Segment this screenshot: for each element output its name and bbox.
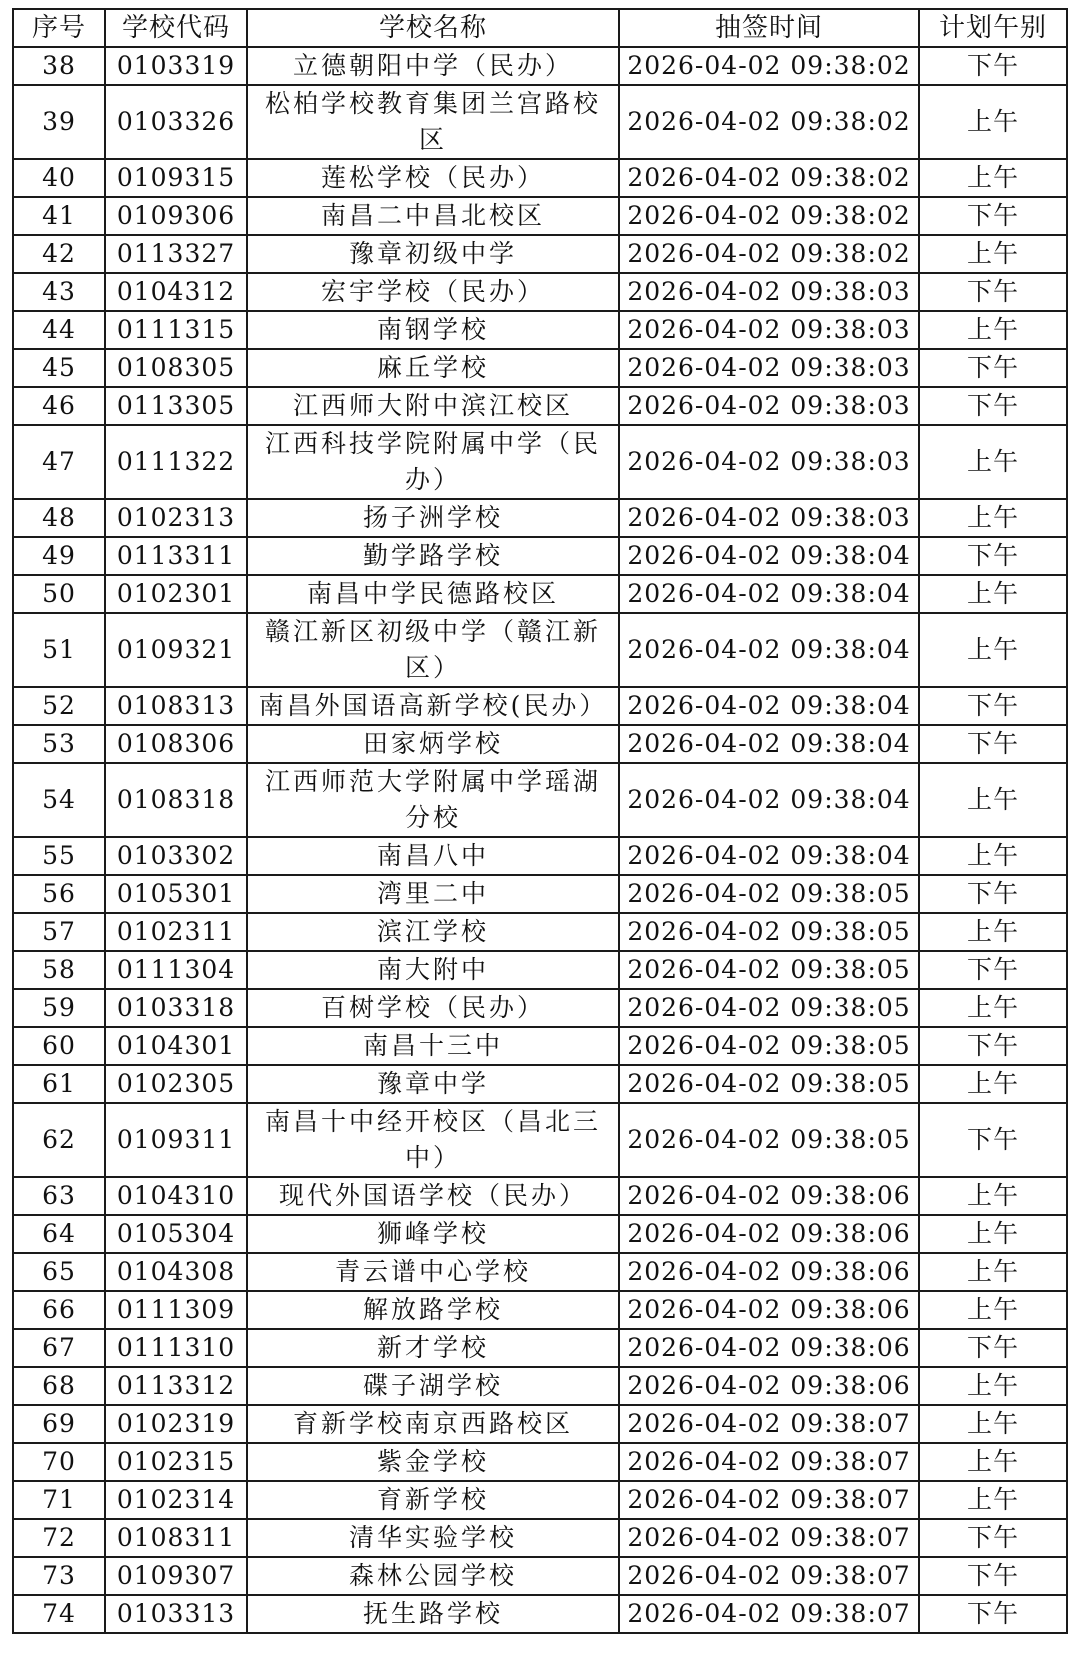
cell-school-name: 江西师范大学附属中学瑶湖分校 (247, 763, 619, 837)
table-row (13, 951, 1067, 989)
cell-session: 上午 (919, 1367, 1067, 1405)
cell-school-code: 0113312 (105, 1367, 247, 1405)
cell-draw-time: 2026-04-02 09:38:06 (619, 1367, 919, 1405)
cell-session: 下午 (919, 1557, 1067, 1595)
cell-school-code: 0111322 (105, 425, 247, 499)
table-row (13, 1519, 1067, 1557)
cell-school-code: 0103318 (105, 989, 247, 1027)
cell-session: 上午 (919, 763, 1067, 837)
cell-session: 下午 (919, 951, 1067, 989)
cell-school-name: 赣江新区初级中学（赣江新区） (247, 613, 619, 687)
table-row (13, 989, 1067, 1027)
cell-session: 下午 (919, 537, 1067, 575)
cell-school-code: 0108311 (105, 1519, 247, 1557)
cell-draw-time: 2026-04-02 09:38:06 (619, 1177, 919, 1215)
table-row (13, 1595, 1067, 1633)
cell-session: 上午 (919, 235, 1067, 273)
cell-session: 下午 (919, 1329, 1067, 1367)
cell-school-code: 0109321 (105, 613, 247, 687)
cell-school-name: 南昌中学民德路校区 (247, 575, 619, 613)
cell-school-name: 清华实验学校 (247, 1519, 619, 1557)
cell-draw-time: 2026-04-02 09:38:02 (619, 85, 919, 159)
cell-session: 上午 (919, 1177, 1067, 1215)
table-header-row (13, 9, 1067, 47)
cell-school-name: 青云谱中心学校 (247, 1253, 619, 1291)
table-row (13, 913, 1067, 951)
cell-draw-time: 2026-04-02 09:38:03 (619, 311, 919, 349)
table-row (13, 425, 1067, 499)
cell-school-code: 0113327 (105, 235, 247, 273)
header-code: 学校代码 (105, 9, 247, 47)
cell-seq: 50 (13, 575, 105, 613)
cell-session: 下午 (919, 725, 1067, 763)
cell-school-name: 森林公园学校 (247, 1557, 619, 1595)
cell-school-name: 南昌十中经开校区（昌北三中） (247, 1103, 619, 1177)
school-draw-table (12, 8, 1068, 1634)
cell-school-code: 0105301 (105, 875, 247, 913)
cell-school-name: 立德朝阳中学（民办） (247, 47, 619, 85)
cell-seq: 55 (13, 837, 105, 875)
cell-school-name: 南钢学校 (247, 311, 619, 349)
cell-school-code: 0111315 (105, 311, 247, 349)
table-row (13, 725, 1067, 763)
cell-school-name: 解放路学校 (247, 1291, 619, 1329)
cell-session: 上午 (919, 613, 1067, 687)
cell-seq: 56 (13, 875, 105, 913)
table-body (13, 47, 1067, 1633)
cell-draw-time: 2026-04-02 09:38:07 (619, 1481, 919, 1519)
cell-seq: 63 (13, 1177, 105, 1215)
cell-school-name: 松柏学校教育集团兰宫路校区 (247, 85, 619, 159)
cell-session: 下午 (919, 1027, 1067, 1065)
cell-draw-time: 2026-04-02 09:38:07 (619, 1519, 919, 1557)
header-name: 学校名称 (247, 9, 619, 47)
cell-seq: 65 (13, 1253, 105, 1291)
cell-draw-time: 2026-04-02 09:38:04 (619, 687, 919, 725)
cell-school-code: 0102315 (105, 1443, 247, 1481)
cell-school-code: 0102314 (105, 1481, 247, 1519)
cell-seq: 61 (13, 1065, 105, 1103)
cell-draw-time: 2026-04-02 09:38:03 (619, 387, 919, 425)
cell-school-code: 0104301 (105, 1027, 247, 1065)
cell-draw-time: 2026-04-02 09:38:07 (619, 1595, 919, 1633)
cell-school-code: 0109311 (105, 1103, 247, 1177)
header-slot: 计划午别 (919, 9, 1067, 47)
cell-school-name: 现代外国语学校（民办） (247, 1177, 619, 1215)
cell-school-name: 狮峰学校 (247, 1215, 619, 1253)
cell-school-code: 0108306 (105, 725, 247, 763)
table-row (13, 1329, 1067, 1367)
cell-school-code: 0105304 (105, 1215, 247, 1253)
cell-school-code: 0103319 (105, 47, 247, 85)
cell-school-name: 育新学校南京西路校区 (247, 1405, 619, 1443)
cell-draw-time: 2026-04-02 09:38:04 (619, 725, 919, 763)
cell-seq: 58 (13, 951, 105, 989)
cell-seq: 73 (13, 1557, 105, 1595)
cell-school-name: 南昌外国语高新学校(民办） (247, 687, 619, 725)
table-row (13, 197, 1067, 235)
cell-session: 上午 (919, 575, 1067, 613)
cell-school-code: 0102313 (105, 499, 247, 537)
cell-session: 上午 (919, 1481, 1067, 1519)
table-row (13, 235, 1067, 273)
table-row (13, 537, 1067, 575)
table-row (13, 763, 1067, 837)
cell-school-name: 宏宇学校（民办） (247, 273, 619, 311)
cell-seq: 72 (13, 1519, 105, 1557)
cell-seq: 68 (13, 1367, 105, 1405)
cell-school-code: 0102311 (105, 913, 247, 951)
cell-school-code: 0104310 (105, 1177, 247, 1215)
table-row (13, 1481, 1067, 1519)
cell-school-name: 南昌十三中 (247, 1027, 619, 1065)
cell-school-name: 湾里二中 (247, 875, 619, 913)
table-row (13, 1065, 1067, 1103)
cell-seq: 54 (13, 763, 105, 837)
table-row (13, 687, 1067, 725)
cell-seq: 71 (13, 1481, 105, 1519)
cell-seq: 62 (13, 1103, 105, 1177)
table-row (13, 1291, 1067, 1329)
cell-school-code: 0111310 (105, 1329, 247, 1367)
cell-draw-time: 2026-04-02 09:38:06 (619, 1291, 919, 1329)
cell-school-code: 0108305 (105, 349, 247, 387)
cell-session: 下午 (919, 47, 1067, 85)
cell-draw-time: 2026-04-02 09:38:07 (619, 1557, 919, 1595)
cell-seq: 60 (13, 1027, 105, 1065)
cell-draw-time: 2026-04-02 09:38:03 (619, 499, 919, 537)
cell-school-code: 0103302 (105, 837, 247, 875)
cell-seq: 47 (13, 425, 105, 499)
table-row (13, 575, 1067, 613)
cell-draw-time: 2026-04-02 09:38:06 (619, 1253, 919, 1291)
cell-school-code: 0111304 (105, 951, 247, 989)
table-row (13, 159, 1067, 197)
cell-draw-time: 2026-04-02 09:38:05 (619, 951, 919, 989)
cell-seq: 53 (13, 725, 105, 763)
cell-seq: 38 (13, 47, 105, 85)
cell-draw-time: 2026-04-02 09:38:02 (619, 159, 919, 197)
table-row (13, 47, 1067, 85)
cell-seq: 52 (13, 687, 105, 725)
cell-session: 下午 (919, 273, 1067, 311)
cell-seq: 46 (13, 387, 105, 425)
cell-session: 下午 (919, 875, 1067, 913)
cell-session: 上午 (919, 159, 1067, 197)
cell-draw-time: 2026-04-02 09:38:06 (619, 1329, 919, 1367)
cell-school-name: 滨江学校 (247, 913, 619, 951)
cell-draw-time: 2026-04-02 09:38:04 (619, 763, 919, 837)
table-row (13, 1557, 1067, 1595)
table-row (13, 1177, 1067, 1215)
cell-session: 下午 (919, 387, 1067, 425)
header-seq: 序号 (13, 9, 105, 47)
cell-school-name: 百树学校（民办） (247, 989, 619, 1027)
cell-school-name: 莲松学校（民办） (247, 159, 619, 197)
cell-seq: 67 (13, 1329, 105, 1367)
cell-school-code: 0108313 (105, 687, 247, 725)
cell-seq: 48 (13, 499, 105, 537)
cell-school-code: 0104312 (105, 273, 247, 311)
table-row (13, 1027, 1067, 1065)
cell-school-name: 新才学校 (247, 1329, 619, 1367)
cell-session: 上午 (919, 1215, 1067, 1253)
cell-draw-time: 2026-04-02 09:38:03 (619, 273, 919, 311)
cell-draw-time: 2026-04-02 09:38:05 (619, 1103, 919, 1177)
cell-school-code: 0102319 (105, 1405, 247, 1443)
cell-session: 下午 (919, 1103, 1067, 1177)
table-row (13, 1103, 1067, 1177)
cell-school-name: 勤学路学校 (247, 537, 619, 575)
cell-school-name: 豫章中学 (247, 1065, 619, 1103)
cell-school-code: 0108318 (105, 763, 247, 837)
table-row (13, 1215, 1067, 1253)
cell-school-code: 0109315 (105, 159, 247, 197)
header-time: 抽签时间 (619, 9, 919, 47)
cell-session: 下午 (919, 197, 1067, 235)
cell-school-name: 麻丘学校 (247, 349, 619, 387)
cell-school-name: 扬子洲学校 (247, 499, 619, 537)
table-row (13, 311, 1067, 349)
cell-seq: 41 (13, 197, 105, 235)
cell-school-name: 紫金学校 (247, 1443, 619, 1481)
cell-school-code: 0109307 (105, 1557, 247, 1595)
cell-draw-time: 2026-04-02 09:38:05 (619, 1065, 919, 1103)
cell-school-code: 0113311 (105, 537, 247, 575)
cell-school-name: 南昌二中昌北校区 (247, 197, 619, 235)
table-row (13, 837, 1067, 875)
cell-draw-time: 2026-04-02 09:38:03 (619, 425, 919, 499)
cell-seq: 44 (13, 311, 105, 349)
cell-draw-time: 2026-04-02 09:38:04 (619, 837, 919, 875)
table-row (13, 387, 1067, 425)
cell-school-name: 田家炳学校 (247, 725, 619, 763)
cell-seq: 66 (13, 1291, 105, 1329)
cell-draw-time: 2026-04-02 09:38:07 (619, 1405, 919, 1443)
cell-seq: 69 (13, 1405, 105, 1443)
cell-session: 上午 (919, 499, 1067, 537)
cell-school-name: 江西科技学院附属中学（民办） (247, 425, 619, 499)
cell-school-code: 0113305 (105, 387, 247, 425)
table-row (13, 875, 1067, 913)
cell-seq: 49 (13, 537, 105, 575)
cell-session: 上午 (919, 1291, 1067, 1329)
cell-session: 上午 (919, 1405, 1067, 1443)
cell-school-code: 0103313 (105, 1595, 247, 1633)
cell-school-name: 碟子湖学校 (247, 1367, 619, 1405)
cell-draw-time: 2026-04-02 09:38:02 (619, 47, 919, 85)
cell-seq: 64 (13, 1215, 105, 1253)
table-row (13, 1443, 1067, 1481)
cell-school-code: 0102301 (105, 575, 247, 613)
cell-seq: 39 (13, 85, 105, 159)
cell-seq: 42 (13, 235, 105, 273)
cell-seq: 57 (13, 913, 105, 951)
cell-school-name: 抚生路学校 (247, 1595, 619, 1633)
cell-draw-time: 2026-04-02 09:38:02 (619, 197, 919, 235)
cell-session: 上午 (919, 837, 1067, 875)
cell-school-code: 0103326 (105, 85, 247, 159)
cell-school-name: 豫章初级中学 (247, 235, 619, 273)
cell-session: 上午 (919, 913, 1067, 951)
cell-draw-time: 2026-04-02 09:38:03 (619, 349, 919, 387)
cell-session: 上午 (919, 1065, 1067, 1103)
cell-school-name: 育新学校 (247, 1481, 619, 1519)
cell-seq: 74 (13, 1595, 105, 1633)
cell-session: 上午 (919, 1443, 1067, 1481)
table-row (13, 1367, 1067, 1405)
cell-seq: 45 (13, 349, 105, 387)
cell-school-code: 0104308 (105, 1253, 247, 1291)
cell-session: 下午 (919, 349, 1067, 387)
cell-draw-time: 2026-04-02 09:38:04 (619, 613, 919, 687)
cell-session: 上午 (919, 1253, 1067, 1291)
cell-draw-time: 2026-04-02 09:38:02 (619, 235, 919, 273)
cell-draw-time: 2026-04-02 09:38:05 (619, 989, 919, 1027)
cell-draw-time: 2026-04-02 09:38:04 (619, 575, 919, 613)
cell-school-code: 0111309 (105, 1291, 247, 1329)
table-row (13, 1405, 1067, 1443)
table-row (13, 273, 1067, 311)
cell-session: 下午 (919, 1595, 1067, 1633)
cell-draw-time: 2026-04-02 09:38:05 (619, 875, 919, 913)
cell-session: 上午 (919, 425, 1067, 499)
cell-session: 上午 (919, 311, 1067, 349)
cell-session: 下午 (919, 1519, 1067, 1557)
table-row (13, 499, 1067, 537)
cell-session: 上午 (919, 85, 1067, 159)
cell-draw-time: 2026-04-02 09:38:06 (619, 1215, 919, 1253)
table-row (13, 85, 1067, 159)
cell-seq: 70 (13, 1443, 105, 1481)
cell-seq: 40 (13, 159, 105, 197)
cell-draw-time: 2026-04-02 09:38:04 (619, 537, 919, 575)
cell-session: 上午 (919, 989, 1067, 1027)
cell-draw-time: 2026-04-02 09:38:05 (619, 1027, 919, 1065)
cell-draw-time: 2026-04-02 09:38:07 (619, 1443, 919, 1481)
cell-seq: 43 (13, 273, 105, 311)
table-row (13, 613, 1067, 687)
cell-school-name: 南昌八中 (247, 837, 619, 875)
cell-school-name: 南大附中 (247, 951, 619, 989)
cell-school-name: 江西师大附中滨江校区 (247, 387, 619, 425)
cell-school-code: 0102305 (105, 1065, 247, 1103)
cell-draw-time: 2026-04-02 09:38:05 (619, 913, 919, 951)
cell-school-code: 0109306 (105, 197, 247, 235)
table-row (13, 349, 1067, 387)
cell-seq: 51 (13, 613, 105, 687)
table-row (13, 1253, 1067, 1291)
cell-session: 下午 (919, 687, 1067, 725)
cell-seq: 59 (13, 989, 105, 1027)
